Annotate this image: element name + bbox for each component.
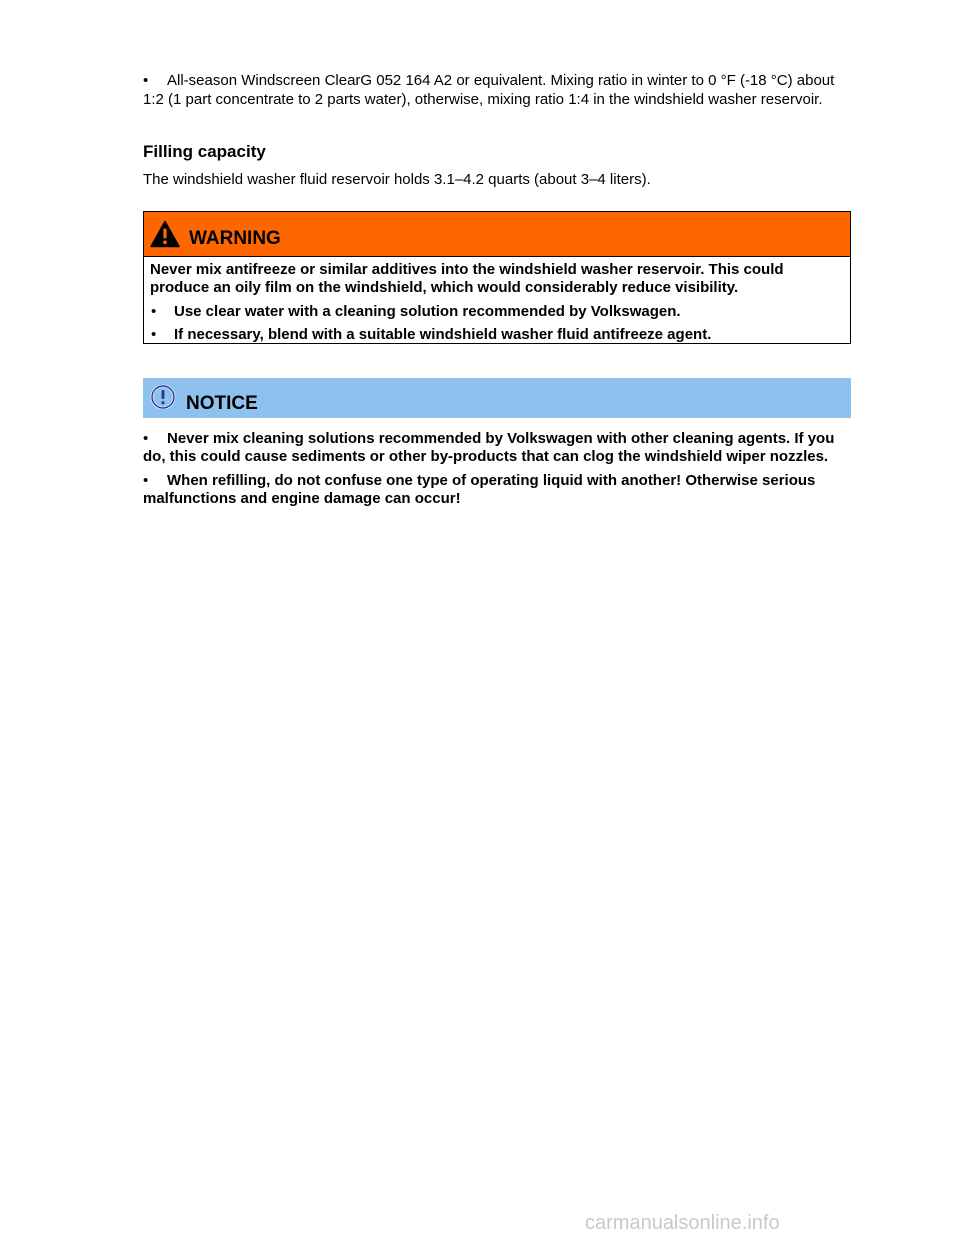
warning-list	[150, 303, 844, 344]
notice-list-item	[143, 472, 851, 508]
notice-list	[143, 430, 851, 514]
notice-title: NOTICE	[186, 393, 258, 414]
intro-list-item	[143, 71, 843, 109]
warning-header	[144, 212, 850, 257]
bullet: •	[143, 430, 149, 447]
watermark: carmanualsonline.info	[585, 1212, 780, 1234]
notice-list-item	[143, 430, 851, 466]
bullet: •	[143, 472, 149, 489]
bullet: •	[151, 326, 157, 343]
bullet: •	[151, 303, 157, 320]
warning-intro-text: Never mix antifreeze or similar additives into the windshield washer reservoir. This could produce an oily film on the windshield, which would considerably reduce visibility.	[150, 261, 784, 296]
warning-box	[143, 211, 851, 344]
warning-item-text: Use clear water with a cleaning solution recommended by Volkswagen.	[174, 303, 681, 320]
notice-item-text: Never mix cleaning solutions recommended by Volkswagen with other cleaning agents. If you do, this could cause sediments or other by-products that can clog the windshield wiper nozzles.	[143, 430, 835, 465]
warning-item-text: If necessary, blend with a suitable windshield washer fluid antifreeze agent.	[174, 326, 712, 343]
warning-triangle-icon	[150, 220, 180, 248]
filling-capacity-text: The windshield washer fluid reservoir holds 3.1–4.2 quarts (about 3–4 liters).	[143, 171, 651, 188]
notice-item-text: When refilling, do not confuse one type of operating liquid with another! Otherwise serious malfunctions and engine damage can occur!	[143, 472, 816, 507]
notice-header	[143, 378, 851, 418]
intro-text: All-season Windscreen ClearG 052 164 A2 or equivalent. Mixing ratio in winter to 0 °F (-18 °C) about 1:2 (1 part concentrate to 2 parts water), otherwise, mixing ratio 1:4 in the windshield washer reservoir.	[143, 72, 835, 108]
warning-body	[144, 257, 850, 344]
warning-list-item	[150, 326, 844, 344]
warning-title: WARNING	[189, 228, 281, 249]
section-heading-filling-capacity: Filling capacity	[143, 142, 266, 161]
exclamation-circle-icon	[150, 384, 176, 410]
warning-list-item	[150, 303, 844, 321]
bullet: •	[143, 72, 149, 89]
